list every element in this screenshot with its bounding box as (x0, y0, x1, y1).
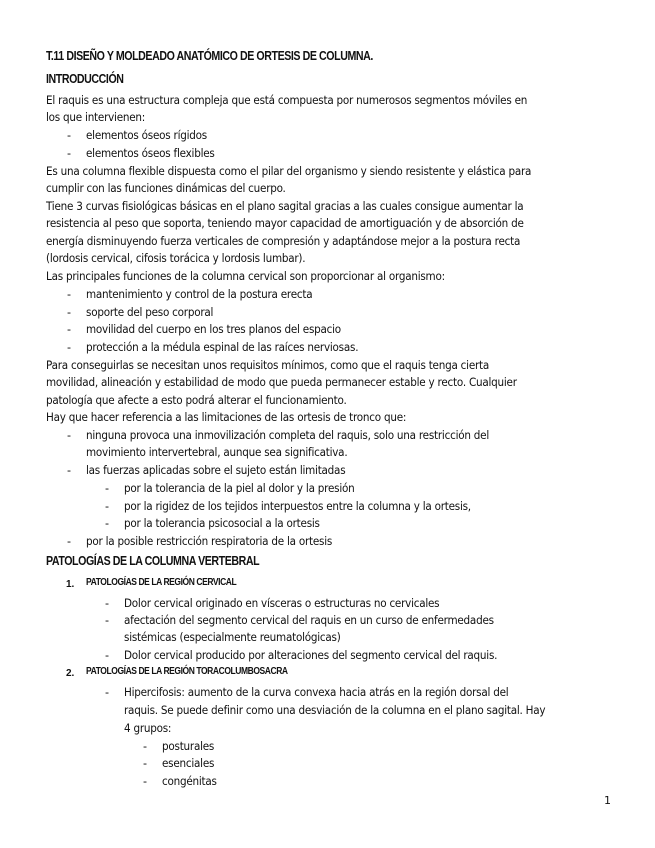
sub-list-item: esenciales (162, 757, 215, 770)
list-item: mantenimiento y control de la postura erecta (86, 288, 313, 301)
list-item: protección a la médula espinal de las raíces nerviosas. (86, 341, 359, 354)
bullet-dash: - (105, 482, 110, 495)
list-item: elementos óseos flexibles (86, 147, 215, 160)
bullet-dash: - (105, 649, 110, 662)
bullet-dash: - (105, 614, 110, 627)
list-item: soporte del peso corporal (86, 306, 214, 319)
page-number: 1 (604, 794, 611, 807)
requirements-line-2: movilidad, alineación y estabilidad de modo que pueda permanecer estable y recto. Cualquier (46, 376, 517, 389)
requirements-line-4: Hay que hacer referencia a las limitaciones de las ortesis de tronco que: (46, 411, 407, 424)
bullet-dash: - (67, 288, 72, 301)
bullet-dash: - (67, 323, 72, 336)
sub-list-item: por la rigidez de los tejidos interpuestos entre la columna y la ortesis, (124, 500, 471, 513)
pathologies-heading: PATOLOGÍAS DE LA COLUMNA VERTEBRAL (46, 554, 260, 568)
column-line-5: energía disminuyendo fuerza verticales de compresión y adaptándose mejor a la postura recta (46, 235, 521, 248)
list-item: elementos óseos rígidos (86, 129, 207, 142)
list-item: Dolor cervical originado en vísceras o estructuras no cervicales (124, 597, 440, 610)
bullet-dash: - (105, 686, 110, 699)
bullet-dash: - (143, 775, 148, 788)
intro-heading: INTRODUCCIÓN (46, 72, 124, 86)
bullet-dash: - (67, 129, 72, 142)
column-line-2: cumplir con las funciones dinámicas del cuerpo. (46, 182, 286, 195)
section-number: 2. (66, 668, 75, 679)
toraco-heading: PATOLOGÍAS DE LA REGIÓN TORACOLUMBOSACRA (86, 666, 288, 677)
list-item-continuation: movimiento intervertebral, aunque sea significativa. (86, 446, 348, 459)
bullet-dash: - (67, 464, 72, 477)
cervical-heading: PATOLOGÍAS DE LA REGIÓN CERVICAL (86, 577, 237, 588)
column-line-3: Tiene 3 curvas fisiológicas básicas en el plano sagital gracias a las cuales consigue aumentar la (46, 200, 524, 213)
requirements-line-3: patología que afecte a esto podrá alterar el funcionamiento. (46, 394, 347, 407)
list-item: las fuerzas aplicadas sobre el sujeto están limitadas (86, 464, 346, 477)
sub-list-item: por la tolerancia psicosocial a la ortesis (124, 517, 320, 530)
list-item: por la posible restricción respiratoria de la ortesis (86, 535, 333, 548)
bullet-dash: - (67, 429, 72, 442)
intro-line-2: los que intervienen: (46, 111, 146, 124)
list-item: movilidad del cuerpo en los tres planos del espacio (86, 323, 341, 336)
bullet-dash: - (67, 535, 72, 548)
column-line-6: (lordosis cervical, cifosis torácica y lordosis lumbar). (46, 252, 306, 265)
bullet-dash: - (143, 740, 148, 753)
intro-line-1: El raquis es una estructura compleja que está compuesta por numerosos segmentos móviles en (46, 94, 528, 107)
bullet-dash: - (67, 147, 72, 160)
section-number: 1. (66, 579, 75, 590)
list-item-continuation: 4 grupos: (124, 722, 172, 735)
column-line-7: Las principales funciones de la columna cervical son proporcionar al organismo: (46, 270, 445, 283)
list-item-continuation: raquis. Se puede definir como una desviación de la columna en el plano sagital. Hay (124, 704, 546, 717)
list-item: Dolor cervical producido por alteraciones del segmento cervical del raquis. (124, 649, 498, 662)
bullet-dash: - (143, 757, 148, 770)
column-line-1: Es una columna flexible dispuesta como el pilar del organismo y siendo resistente y elástica para (46, 165, 532, 178)
document-title: T.11 DISEÑO Y MOLDEADO ANATÓMICO DE ORTESIS DE COLUMNA. (46, 49, 373, 63)
sub-list-item: congénitas (162, 775, 217, 788)
bullet-dash: - (105, 500, 110, 513)
bullet-dash: - (67, 306, 72, 319)
bullet-dash: - (105, 517, 110, 530)
list-item: afectación del segmento cervical del raquis en un curso de enfermedades (124, 614, 494, 627)
bullet-dash: - (67, 341, 72, 354)
requirements-line-1: Para conseguirlas se necesitan unos requisitos mínimos, como que el raquis tenga cierta (46, 359, 490, 372)
list-item: ninguna provoca una inmovilización completa del raquis, solo una restricción del (86, 429, 489, 442)
sub-list-item: por la tolerancia de la piel al dolor y la presión (124, 482, 355, 495)
column-line-4: resistencia al peso que soporta, teniendo mayor capacidad de amortiguación y de absorción de (46, 217, 524, 230)
list-item-continuation: sistémicas (especialmente reumatológicas) (124, 631, 341, 644)
sub-list-item: posturales (162, 740, 215, 753)
list-item: Hipercifosis: aumento de la curva convexa hacia atrás en la región dorsal del (124, 686, 509, 699)
bullet-dash: - (105, 597, 110, 610)
